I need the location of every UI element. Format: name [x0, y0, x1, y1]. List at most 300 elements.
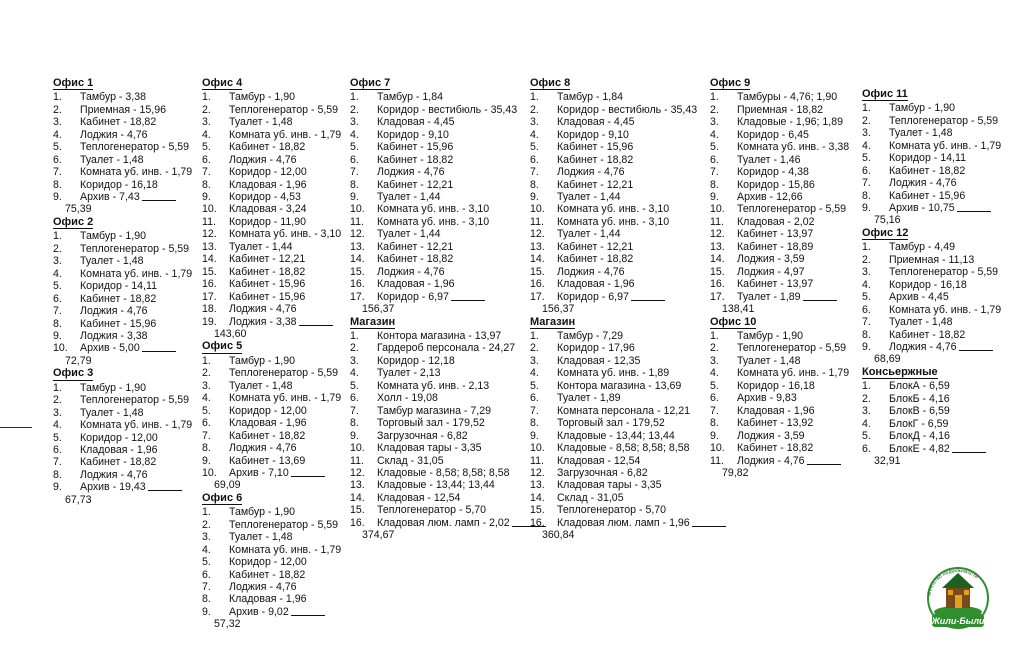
room-number: 9.	[862, 340, 871, 353]
room-number: 1.	[202, 354, 211, 367]
room-number: 9.	[202, 191, 211, 204]
room-text: Кладовая - 1,96	[377, 278, 455, 291]
section-title: Офис 1	[53, 77, 94, 89]
room-row	[350, 278, 546, 290]
room-text: Теплогенератор - 5,59	[229, 103, 339, 116]
room-number: 2.	[53, 242, 62, 255]
agency-logo	[920, 560, 996, 632]
section-title: Офис 9	[710, 77, 751, 89]
room-text: Кабинет - 18,82	[377, 253, 454, 266]
room-number: 3.	[53, 116, 62, 129]
room-number: 1.	[202, 506, 211, 519]
room-row	[710, 253, 849, 265]
room-row	[530, 455, 726, 467]
room-row	[862, 165, 1001, 177]
room-row	[350, 91, 546, 103]
room-row	[53, 116, 192, 128]
room-text: Тамбур - 1,90	[229, 354, 295, 367]
room-text: Кладовые - 13,44; 13,44	[377, 479, 495, 492]
room-row	[530, 278, 726, 290]
room-row	[862, 279, 1001, 291]
room-text: Тамбур магазина - 7,29	[377, 404, 492, 417]
room-number: 16.	[530, 278, 545, 291]
room-text: Приемная - 18,82	[737, 103, 824, 116]
room-text: БлокД - 4,16	[889, 430, 950, 443]
room-text: Коридор - 12,18	[377, 354, 455, 367]
room-number: 8.	[862, 328, 871, 341]
room-row	[53, 166, 192, 178]
room-row	[53, 394, 192, 406]
room-number: 5.	[202, 404, 211, 417]
room-text: Теплогенератор - 5,59	[80, 394, 190, 407]
room-text: Кладовая - 1,96	[557, 278, 635, 291]
room-number: 16.	[350, 278, 365, 291]
room-row	[530, 430, 726, 442]
room-number: 10.	[350, 203, 365, 216]
room-number: 7.	[530, 166, 539, 179]
room-text: Кабинет - 18,82	[80, 116, 157, 129]
room-text: Лоджия - 4,76	[377, 166, 445, 179]
room-text: Комната персонала - 12,21	[557, 404, 690, 417]
room-row	[202, 519, 341, 531]
section-total: 32,91	[874, 455, 901, 467]
room-number: 13.	[202, 240, 217, 253]
room-number: 11.	[710, 454, 724, 467]
room-row	[530, 479, 726, 491]
room-text: Коридор - 12,00	[229, 404, 307, 417]
room-number: 2.	[202, 367, 211, 380]
room-number: 13.	[710, 240, 725, 253]
room-row	[202, 104, 341, 116]
room-row	[350, 330, 546, 342]
room-number: 11.	[350, 215, 364, 228]
room-text: БлокА - 6,59	[889, 380, 950, 393]
room-text: Лоджия - 4,76	[80, 468, 148, 481]
room-number: 7.	[53, 305, 62, 318]
room-row	[53, 444, 192, 456]
sum-underline	[959, 341, 993, 351]
room-text: Архив - 9,02	[229, 605, 289, 618]
room-number: 4.	[710, 128, 719, 141]
room-row	[53, 382, 192, 394]
room-number: 4.	[53, 267, 62, 280]
room-row	[350, 455, 546, 467]
room-row	[710, 430, 849, 442]
room-row	[530, 216, 726, 228]
room-row	[862, 177, 1001, 189]
room-number: 4.	[350, 367, 359, 380]
room-row	[710, 355, 849, 367]
section-title: Офис 4	[202, 77, 243, 89]
room-number: 1.	[710, 329, 719, 342]
section-total: 156,37	[362, 303, 395, 316]
room-text: Архив - 4,45	[889, 291, 949, 304]
room-text: Комната уб. инв. - 1,79	[889, 303, 1002, 316]
room-text: Коридор - 9,10	[377, 128, 449, 141]
room-number: 5.	[350, 379, 359, 392]
room-number: 9.	[530, 429, 539, 442]
room-text: Кабинет - 13,92	[737, 417, 814, 430]
room-row	[53, 104, 192, 116]
room-text: Кабинет - 18,82	[889, 164, 966, 177]
column-5	[710, 77, 849, 479]
room-text: БлокБ - 4,16	[889, 392, 950, 405]
room-number: 5.	[862, 430, 871, 443]
room-row	[202, 380, 341, 392]
room-text: Коридор - 16,18	[889, 278, 967, 291]
room-row	[350, 104, 546, 116]
room-row	[862, 430, 1001, 442]
room-number: 3.	[202, 531, 211, 544]
room-number: 2.	[530, 342, 539, 355]
room-row	[53, 268, 192, 280]
room-row	[530, 166, 726, 178]
column-1	[53, 77, 192, 506]
room-number: 4.	[202, 543, 211, 556]
room-number: 11.	[710, 215, 724, 228]
room-text: Теплогенератор - 5,59	[229, 367, 339, 380]
room-number: 16.	[350, 516, 365, 529]
room-row	[530, 355, 726, 367]
room-number: 3.	[53, 255, 62, 268]
room-row	[350, 517, 546, 529]
room-text: Кабинет - 15,96	[889, 189, 966, 202]
room-text: Лоджия - 4,76	[229, 580, 297, 593]
room-number: 5.	[53, 280, 62, 293]
room-text: Кладовая люм. ламп - 1,96	[557, 516, 690, 529]
room-number: 3.	[710, 116, 719, 129]
room-number: 7.	[53, 166, 62, 179]
room-text: Архив - 7,10	[229, 466, 289, 479]
room-row	[53, 191, 192, 203]
room-number: 7.	[862, 316, 871, 329]
room-text: Лоджия - 4,76	[229, 303, 297, 316]
room-text: Теплогенератор - 5,59	[889, 266, 999, 279]
sum-underline	[299, 316, 333, 326]
room-row	[202, 291, 341, 303]
column-3	[350, 77, 546, 542]
room-section	[862, 366, 1001, 468]
room-row	[350, 405, 546, 417]
room-text: Комната уб. инв. - 3,10	[377, 203, 490, 216]
room-text: Лоджия - 4,97	[737, 265, 805, 278]
room-number: 2.	[530, 103, 539, 116]
room-row	[53, 419, 192, 431]
room-number: 7.	[530, 404, 539, 417]
room-text: Лоджия - 4,76	[80, 128, 148, 141]
room-row	[530, 104, 726, 116]
room-number: 2.	[710, 103, 719, 116]
room-row	[202, 531, 341, 543]
room-text: Кладовая тары - 3,35	[557, 479, 662, 492]
room-text: Лоджия - 4,76	[889, 340, 957, 353]
room-number: 16.	[710, 278, 725, 291]
room-text: Комната уб. инв. - 1,79	[229, 128, 342, 141]
room-number: 8.	[202, 442, 211, 455]
room-number: 4.	[862, 139, 871, 152]
room-text: Кабинет - 13,69	[229, 454, 306, 467]
room-number: 1.	[862, 102, 871, 115]
room-text: Тамбур - 1,84	[557, 91, 623, 104]
room-row	[350, 241, 546, 253]
room-row	[530, 367, 726, 379]
room-text: Теплогенератор - 5,59	[80, 141, 190, 154]
room-number: 1.	[710, 91, 719, 104]
room-row	[530, 179, 726, 191]
room-text: Комната уб. инв. - 3,10	[229, 228, 342, 241]
room-text: Лоджия - 3,59	[737, 429, 805, 442]
room-row	[202, 241, 341, 253]
room-row	[202, 278, 341, 290]
room-text: Кабинет - 18,82	[80, 292, 157, 305]
room-number: 7.	[350, 404, 359, 417]
room-text: Контора магазина - 13,97	[377, 329, 502, 342]
room-number: 4.	[530, 128, 539, 141]
room-text: Кладовая - 3,24	[229, 203, 307, 216]
room-text: Коридор - 4,38	[737, 166, 809, 179]
room-text: Торговый зал - 179,52	[557, 417, 665, 430]
room-number: 9.	[710, 429, 719, 442]
room-row	[53, 154, 192, 166]
room-row	[202, 216, 341, 228]
room-number: 5.	[53, 141, 62, 154]
section-total: 374,67	[362, 529, 395, 542]
room-section	[53, 77, 192, 216]
room-row	[530, 392, 726, 404]
room-row	[862, 241, 1001, 253]
room-number: 4.	[350, 128, 359, 141]
room-number: 6.	[53, 444, 62, 456]
room-text: Кабинет - 12,21	[557, 178, 634, 191]
room-number: 3.	[862, 405, 871, 418]
room-number: 10.	[710, 203, 725, 216]
sum-underline	[957, 202, 991, 212]
room-row	[202, 355, 341, 367]
room-section	[350, 77, 546, 316]
room-text: Лоджия - 4,76	[557, 166, 625, 179]
room-text: Тамбур - 1,90	[80, 230, 146, 243]
room-text: Кабинет - 12,21	[377, 178, 454, 191]
sum-underline	[142, 342, 176, 352]
room-row	[862, 304, 1001, 316]
room-number: 6.	[862, 442, 871, 455]
sum-underline	[291, 467, 325, 477]
room-text: Гардероб персонала - 24,27	[377, 342, 516, 355]
room-number: 8.	[710, 178, 719, 191]
room-text: Комната уб. инв. - 1,79	[80, 166, 193, 179]
room-text: Архив - 12,66	[737, 191, 803, 204]
room-row	[862, 291, 1001, 303]
room-text: Коридор - 12,00	[80, 431, 158, 444]
margin-line	[0, 427, 32, 428]
room-section	[202, 340, 341, 491]
room-row	[202, 191, 341, 203]
room-row	[710, 179, 849, 191]
room-number: 8.	[53, 317, 62, 330]
room-text: Лоджия - 4,76	[80, 305, 148, 318]
room-number: 14.	[350, 253, 365, 266]
section-title: Консьержные	[862, 365, 938, 378]
section-title: Офис 2	[53, 215, 94, 228]
section-title: Офис 8	[530, 77, 571, 89]
room-number: 8.	[202, 593, 211, 606]
room-text: Кабинет - 18,82	[557, 153, 634, 166]
room-text: Коридор - 16,18	[737, 379, 815, 392]
room-row	[710, 442, 849, 454]
room-row	[862, 443, 1001, 455]
section-title: Магазин	[530, 315, 576, 328]
room-row	[862, 115, 1001, 127]
room-number: 16.	[530, 516, 545, 529]
section-total: 79,82	[722, 466, 749, 479]
room-number: 8.	[53, 468, 62, 481]
room-number: 19.	[202, 315, 217, 328]
room-row	[710, 216, 849, 228]
room-row	[710, 91, 849, 103]
room-row	[350, 492, 546, 504]
room-text: Кабинет - 18,82	[80, 456, 157, 469]
section-title: Офис 6	[202, 491, 243, 504]
room-text: Кладовая - 12,35	[557, 354, 641, 367]
room-number: 13.	[350, 479, 365, 492]
room-number: 5.	[862, 152, 871, 165]
room-row	[350, 166, 546, 178]
room-row	[710, 154, 849, 166]
room-number: 6.	[350, 392, 359, 405]
room-text: Туалет - 1,44	[377, 228, 441, 241]
room-text: Кабинет - 18,82	[229, 141, 306, 154]
room-row	[202, 253, 341, 265]
room-number: 1.	[350, 91, 359, 104]
room-text: Туалет - 1,44	[377, 191, 441, 204]
room-text: Кабинет - 12,21	[229, 253, 306, 266]
section-total: 67,73	[65, 493, 92, 506]
room-text: Архив - 5,00	[80, 342, 140, 355]
room-number: 1.	[862, 241, 871, 254]
room-number: 9.	[202, 454, 211, 467]
room-row	[202, 91, 341, 103]
room-number: 14.	[530, 253, 545, 266]
room-text: Кабинет - 15,96	[377, 141, 454, 154]
room-number: 17.	[350, 290, 365, 303]
room-number: 14.	[530, 491, 545, 504]
room-number: 11.	[350, 454, 364, 467]
room-row	[862, 329, 1001, 341]
section-title: Офис 12	[862, 226, 909, 239]
room-row	[710, 330, 849, 342]
room-number: 9.	[862, 202, 871, 215]
room-row	[350, 467, 546, 479]
room-number: 6.	[53, 153, 62, 166]
sum-underline	[807, 455, 841, 465]
room-text: Коридор - 6,97	[557, 290, 629, 303]
room-row	[350, 430, 546, 442]
room-text: Кабинет - 18,89	[737, 240, 814, 253]
sum-underline	[451, 291, 485, 301]
room-number: 1.	[53, 91, 62, 104]
room-row	[862, 266, 1001, 278]
room-row	[862, 140, 1001, 152]
room-number: 1.	[530, 91, 539, 104]
room-row	[530, 141, 726, 153]
room-text: Теплогенератор - 5,59	[889, 114, 999, 127]
room-row	[53, 141, 192, 153]
room-number: 13.	[530, 240, 545, 253]
room-number: 5.	[202, 141, 211, 154]
house-logo-icon	[920, 560, 996, 632]
room-row	[202, 405, 341, 417]
room-row	[53, 330, 192, 342]
room-number: 2.	[53, 103, 62, 116]
room-text: БлокГ - 6,59	[889, 417, 949, 430]
room-text: Теплогенератор - 5,59	[737, 342, 847, 355]
section-total: 69,09	[214, 479, 241, 492]
room-number: 2.	[53, 394, 62, 407]
room-text: Кладовые - 8,58; 8,58; 8,58	[557, 442, 690, 455]
room-row	[350, 129, 546, 141]
room-text: Комната уб. инв. - 3,10	[557, 215, 670, 228]
room-row	[710, 191, 849, 203]
room-text: Коридор - 12,00	[229, 556, 307, 569]
room-row	[530, 405, 726, 417]
room-row	[53, 305, 192, 317]
room-text: Кабинет - 18,82	[889, 328, 966, 341]
room-section	[202, 492, 341, 631]
room-number: 9.	[530, 191, 539, 204]
room-row	[350, 179, 546, 191]
room-text: Туалет - 1,48	[889, 127, 953, 140]
section-total: 138,41	[722, 303, 755, 316]
room-number: 4.	[53, 419, 62, 432]
sum-underline	[291, 606, 325, 616]
room-text: Комната уб. инв. - 1,79	[737, 367, 850, 380]
room-text: Кабинет - 12,21	[377, 240, 454, 253]
room-text: Теплогенератор - 5,59	[80, 242, 190, 255]
room-text: Приемная - 11,13	[889, 253, 975, 266]
room-number: 15.	[530, 265, 545, 278]
room-text: Туалет - 1,48	[229, 116, 293, 129]
room-text: Тамбур - 3,38	[80, 91, 146, 104]
room-text: Кладовая - 1,96	[229, 417, 307, 430]
column-6	[862, 88, 1001, 467]
room-section	[710, 77, 849, 316]
room-row	[710, 104, 849, 116]
room-text: Кладовые - 13,44; 13,44	[557, 429, 675, 442]
room-number: 7.	[202, 580, 211, 593]
room-text: Кладовая люм. ламп - 2,02	[377, 516, 510, 529]
room-text: Комната уб. инв. - 2,13	[377, 379, 490, 392]
room-text: Кладовые - 1,96; 1,89	[737, 116, 843, 129]
room-number: 11.	[202, 215, 216, 228]
room-text: Туалет - 1,48	[229, 531, 293, 544]
room-row	[862, 341, 1001, 353]
room-text: Коридор - 15,86	[737, 178, 815, 191]
room-number: 6.	[710, 153, 719, 166]
room-row	[53, 179, 192, 191]
room-number: 13.	[350, 240, 365, 253]
room-number: 16.	[202, 278, 217, 291]
room-text: Кабинет - 15,96	[229, 290, 306, 303]
room-number: 9.	[350, 429, 359, 442]
room-text: Лоджия - 4,76	[557, 265, 625, 278]
room-number: 8.	[530, 178, 539, 191]
room-text: Кабинет - 18,82	[557, 253, 634, 266]
room-row	[53, 280, 192, 292]
room-section	[862, 88, 1001, 227]
room-row	[350, 203, 546, 215]
room-number: 3.	[202, 116, 211, 129]
room-row	[530, 492, 726, 504]
